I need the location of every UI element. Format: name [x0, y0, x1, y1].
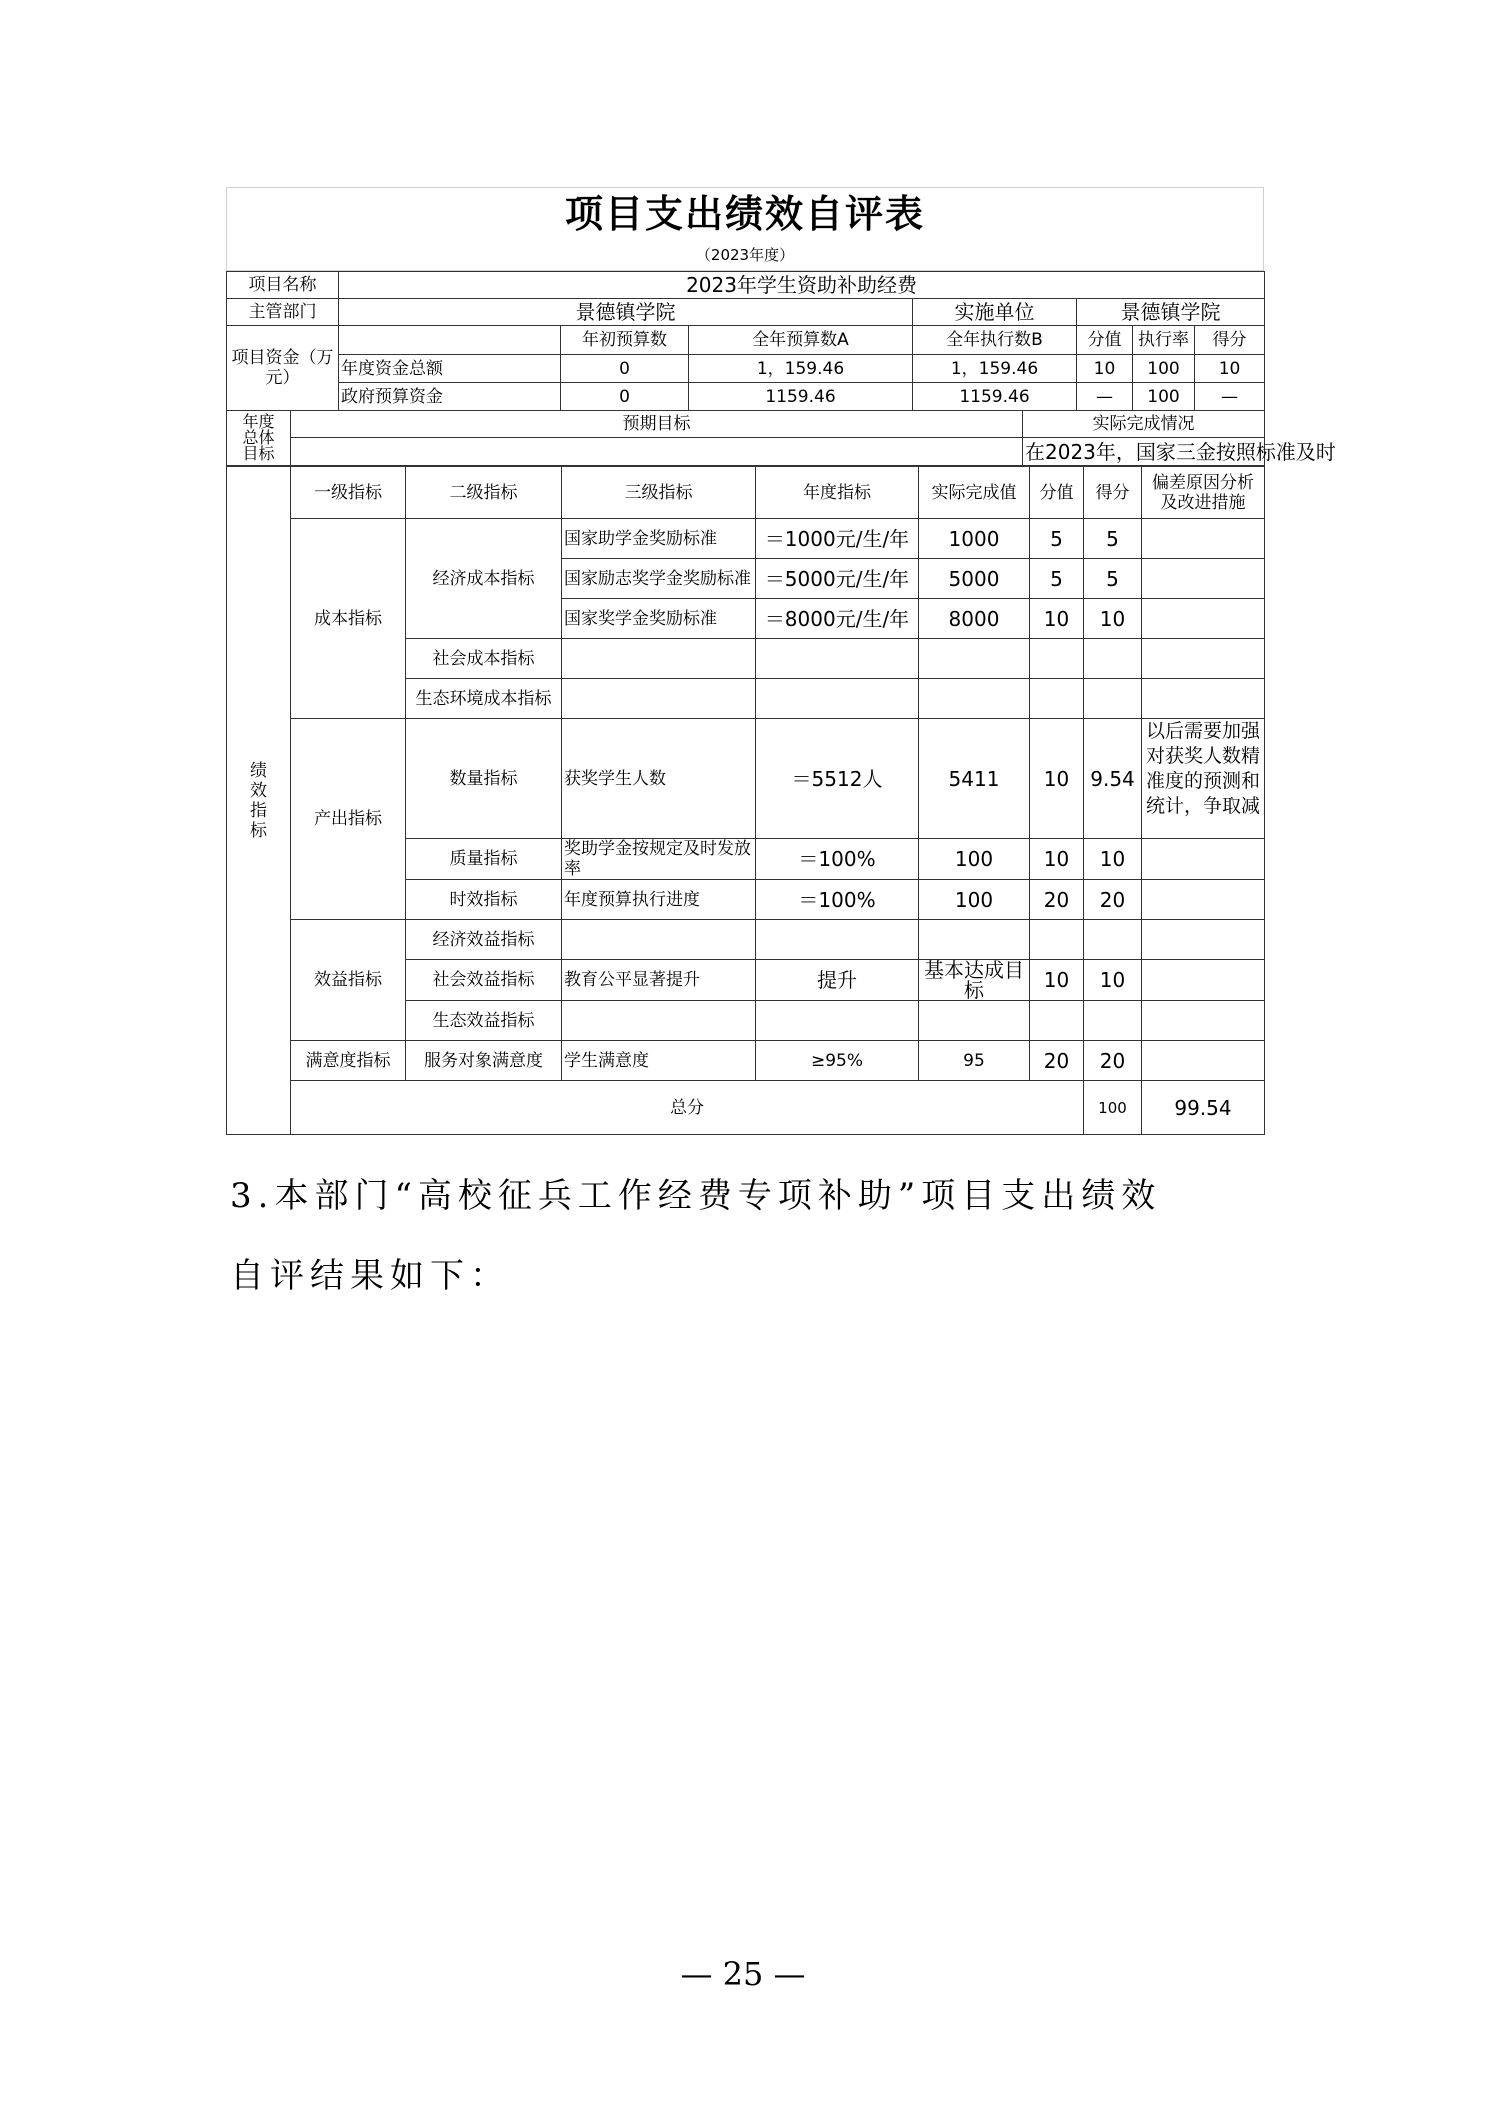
row-score: 10 [1030, 839, 1084, 880]
row-l3: 奖助学金按规定及时发放率 [562, 839, 756, 880]
row-actual: 100 [919, 839, 1030, 880]
empty-cell [1030, 639, 1084, 679]
row-reason [1142, 880, 1265, 920]
row-reason-text: 以后需要加强对获奖人数精准度的预测和统计，争取减 [1145, 720, 1260, 817]
fund-row-got: 10 [1195, 355, 1265, 383]
row-l3: 国家奖学金奖励标准 [562, 599, 756, 639]
empty-cell [756, 639, 919, 679]
body-paragraph-line1: 3.本部门“高校征兵工作经费专项补助”项目支出绩效 [230, 1176, 1162, 1216]
row-target: ＝100% [756, 880, 919, 920]
indicator-table [226, 466, 1265, 1135]
group-quality: 质量指标 [406, 839, 562, 880]
fund-header-exec: 全年执行数B [913, 326, 1077, 355]
empty-cell [1030, 679, 1084, 719]
table-year: （2023年度） [226, 240, 1264, 271]
empty-cell [1142, 639, 1265, 679]
group-eco-cost: 生态环境成本指标 [406, 679, 562, 719]
group-eco-benefit: 生态效益指标 [406, 1001, 562, 1041]
row-actual: 5411 [919, 719, 1030, 839]
goal-label-text: 年度总体目标 [242, 412, 275, 463]
fund-row-score: — [1077, 383, 1133, 411]
row-reason [1142, 519, 1265, 559]
ind-header-reason: 偏差原因分析及改进措施 [1142, 467, 1265, 519]
group-quantity: 数量指标 [406, 719, 562, 839]
ind-header-actual: 实际完成值 [919, 467, 1030, 519]
group-timeliness: 时效指标 [406, 880, 562, 920]
empty-cell [562, 920, 756, 960]
perf-label [227, 467, 291, 1135]
row-got: 10 [1084, 960, 1142, 1001]
empty-cell [756, 1001, 919, 1041]
group-econ-cost: 经济成本指标 [406, 519, 562, 639]
funds-label: 项目资金（万元） [227, 326, 339, 411]
fund-row-got: — [1195, 383, 1265, 411]
fund-row-annual: 1159.46 [689, 383, 913, 411]
performance-table [226, 187, 1336, 1135]
row-actual: 5000 [919, 559, 1030, 599]
row-reason [1142, 559, 1265, 599]
fund-header-initial: 年初预算数 [561, 326, 689, 355]
empty-cell [1084, 679, 1142, 719]
row-target: ≥95% [756, 1041, 919, 1081]
empty-cell [562, 1001, 756, 1041]
fund-header-got: 得分 [1195, 326, 1265, 355]
row-l3: 获奖学生人数 [562, 719, 756, 839]
row-target: ＝5512人 [756, 719, 919, 839]
row-l3: 国家励志奖学金奖励标准 [562, 559, 756, 599]
fund-row-score: 10 [1077, 355, 1133, 383]
row-target: ＝8000元/生/年 [756, 599, 919, 639]
group-social-cost: 社会成本指标 [406, 639, 562, 679]
empty-cell [1142, 679, 1265, 719]
row-reason [1142, 599, 1265, 639]
row-reason [1142, 960, 1265, 1001]
row-target: ＝1000元/生/年 [756, 519, 919, 559]
total-label: 总分 [291, 1081, 1084, 1135]
empty-cell [1142, 920, 1265, 960]
actual-label: 实际完成情况 [1023, 411, 1265, 438]
impl-value: 景德镇学院 [1077, 299, 1265, 326]
row-l3: 年度预算执行进度 [562, 880, 756, 920]
empty-cell [756, 920, 919, 960]
info-table [226, 271, 1336, 466]
group-service-satisfaction: 服务对象满意度 [406, 1041, 562, 1081]
row-target: ＝5000元/生/年 [756, 559, 919, 599]
fund-row-name: 政府预算资金 [339, 383, 561, 411]
fund-row-rate: 100 [1133, 383, 1195, 411]
empty-cell [919, 920, 1030, 960]
empty-cell [756, 679, 919, 719]
row-score: 10 [1030, 719, 1084, 839]
row-actual: 100 [919, 880, 1030, 920]
row-reason [1142, 719, 1265, 839]
row-actual: 基本达成目标 [919, 960, 1030, 1001]
empty-cell [1084, 639, 1142, 679]
row-got: 9.54 [1084, 719, 1142, 839]
row-actual: 1000 [919, 519, 1030, 559]
total-score: 100 [1084, 1081, 1142, 1135]
ind-header-l3: 三级指标 [562, 467, 756, 519]
row-reason [1142, 839, 1265, 880]
goal-label [227, 411, 291, 466]
fund-header-rate: 执行率 [1133, 326, 1195, 355]
empty-cell [1084, 920, 1142, 960]
row-got: 5 [1084, 559, 1142, 599]
empty-cell [562, 639, 756, 679]
funds-header-blank [339, 326, 561, 355]
body-paragraph-line2: 自评结果如下： [230, 1256, 510, 1296]
fund-row-exec: 1，159.46 [913, 355, 1077, 383]
fund-row-initial: 0 [561, 355, 689, 383]
page-number: — 25 — [680, 1955, 806, 1993]
group-output: 产出指标 [291, 719, 406, 920]
group-satisfaction: 满意度指标 [291, 1041, 406, 1081]
row-score: 20 [1030, 1041, 1084, 1081]
empty-cell [919, 1001, 1030, 1041]
row-l3: 国家助学金奖励标准 [562, 519, 756, 559]
group-econ-benefit: 经济效益指标 [406, 920, 562, 960]
row-got: 20 [1084, 880, 1142, 920]
ind-header-got: 得分 [1084, 467, 1142, 519]
fund-row-name: 年度资金总额 [339, 355, 561, 383]
empty-cell [919, 679, 1030, 719]
fund-row-rate: 100 [1133, 355, 1195, 383]
row-score: 10 [1030, 960, 1084, 1001]
row-actual: 8000 [919, 599, 1030, 639]
ind-header-target: 年度指标 [756, 467, 919, 519]
row-target: 提升 [756, 960, 919, 1001]
dept-value: 景德镇学院 [339, 299, 913, 326]
fund-header-annual: 全年预算数A [689, 326, 913, 355]
row-score: 20 [1030, 880, 1084, 920]
project-name: 2023年学生资助补助经费 [339, 272, 1265, 299]
empty-cell [1030, 920, 1084, 960]
empty-cell [919, 639, 1030, 679]
empty-cell [1030, 1001, 1084, 1041]
row-l3: 教育公平显著提升 [562, 960, 756, 1001]
fund-row-exec: 1159.46 [913, 383, 1077, 411]
row-got: 5 [1084, 519, 1142, 559]
dept-label: 主管部门 [227, 299, 339, 326]
group-benefit: 效益指标 [291, 920, 406, 1041]
ind-header-l1: 一级指标 [291, 467, 406, 519]
row-score: 5 [1030, 519, 1084, 559]
actual-text: 在2023年，国家三金按照标准及时 [1023, 438, 1265, 466]
row-score: 5 [1030, 559, 1084, 599]
row-actual: 95 [919, 1041, 1030, 1081]
empty-cell [1142, 1001, 1265, 1041]
row-got: 10 [1084, 839, 1142, 880]
row-got: 10 [1084, 599, 1142, 639]
ind-header-l2: 二级指标 [406, 467, 562, 519]
total-got: 99.54 [1142, 1081, 1265, 1135]
row-l3: 学生满意度 [562, 1041, 756, 1081]
perf-label-text: 绩效指标 [250, 760, 267, 841]
project-name-label: 项目名称 [227, 272, 339, 299]
fund-row-annual: 1，159.46 [689, 355, 913, 383]
expected-text [291, 438, 1023, 466]
fund-row-initial: 0 [561, 383, 689, 411]
row-target: ＝100% [756, 839, 919, 880]
row-got: 20 [1084, 1041, 1142, 1081]
empty-cell [562, 679, 756, 719]
empty-cell [1084, 1001, 1142, 1041]
row-reason [1142, 1041, 1265, 1081]
table-title: 项目支出绩效自评表 [226, 187, 1264, 240]
expected-label: 预期目标 [291, 411, 1023, 438]
group-social-benefit: 社会效益指标 [406, 960, 562, 1001]
fund-header-score: 分值 [1077, 326, 1133, 355]
row-score: 10 [1030, 599, 1084, 639]
group-cost: 成本指标 [291, 519, 406, 719]
ind-header-score: 分值 [1030, 467, 1084, 519]
impl-label: 实施单位 [913, 299, 1077, 326]
